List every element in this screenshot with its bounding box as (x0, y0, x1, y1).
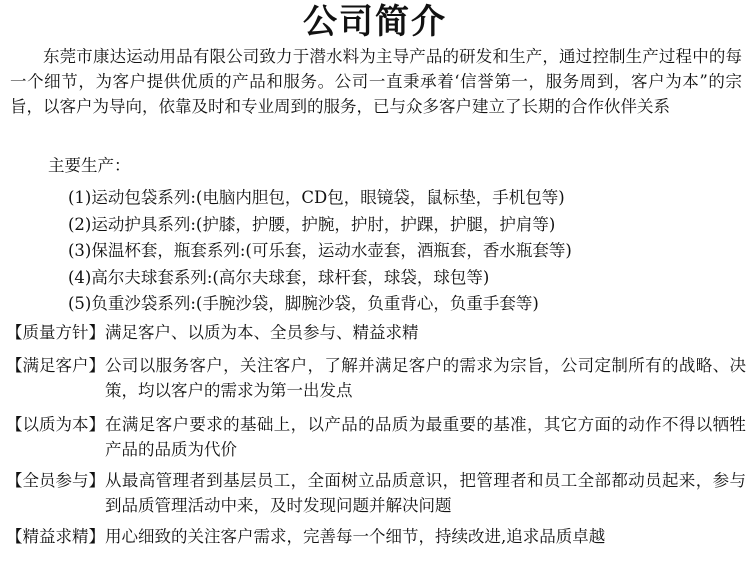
company-intro-paragraph: 东莞市康达运动用品有限公司致力于潜水料为主导产品的研发和生产，通过控制生产过程中的每一个细节，为客户提供优质的产品和服务。公司一直秉承着‘信誉第一，服务周到，客户为本”的宗旨，以客户为导向，依靠及时和专业周到的服务，已与众多客户建立了长期的合作伙伴关系 (10, 47, 742, 116)
quality-policy-row (6, 320, 746, 345)
excellence-label: 【精益求精】 (6, 527, 105, 546)
full-participation-text: 从最高管理者到基层员工，全面树立品质意识，把管理者和员工全部都动员起来，参与到品质管理活动中来，及时发现问题并解决问题 (105, 471, 746, 515)
product-series-list (68, 185, 572, 318)
full-participation-label: 【全员参与】 (6, 471, 105, 490)
product-series-item: (5)负重沙袋系列:(手腕沙袋，脚腕沙袋，负重背心，负重手套等) (68, 294, 539, 313)
product-series-item: (1)运动包袋系列:(电脑内胆包，CD包，眼镜袋，鼠标垫，手机包等) (68, 188, 565, 207)
full-participation-row (6, 468, 746, 518)
excellence-text: 用心细致的关注客户需求，完善每一个细节，持续改进,追求品质卓越 (105, 527, 606, 546)
customer-satisfaction-row (6, 353, 746, 403)
quality-first-label: 【以质为本】 (6, 415, 105, 434)
product-series-item: (4)高尔夫球套系列:(高尔夫球套，球杆套，球袋，球包等) (68, 267, 490, 287)
customer-satisfaction-label: 【满足客户】 (6, 356, 105, 375)
quality-first-text: 在满足客户要求的基础上，以产品的品质为最重要的基准，其它方面的动作不得以牺牲产品的品质为代价 (105, 415, 746, 459)
page-title: 公司简介 (303, 2, 447, 42)
product-series-item: (2)运动护具系列:(护膝，护腰，护腕，护肘，护踝，护腿，护肩等) (68, 214, 556, 234)
customer-satisfaction-text: 公司以服务客户，关注客户，了解并满足客户的需求为宗旨，公司定制所有的战略、决策，均以客户的需求为第一出发点 (105, 356, 746, 400)
quality-first-row (6, 412, 746, 462)
quality-policy-label: 【质量方针】 (6, 323, 105, 342)
quality-policy-text: 满足客户、以质为本、全员参与、精益求精 (105, 323, 419, 342)
main-products-heading: 主要生产： (48, 156, 131, 175)
product-series-item: (3)保温杯套，瓶套系列:(可乐套，运动水壶套，酒瓶套，香水瓶套等) (68, 241, 572, 260)
excellence-row (6, 524, 746, 549)
